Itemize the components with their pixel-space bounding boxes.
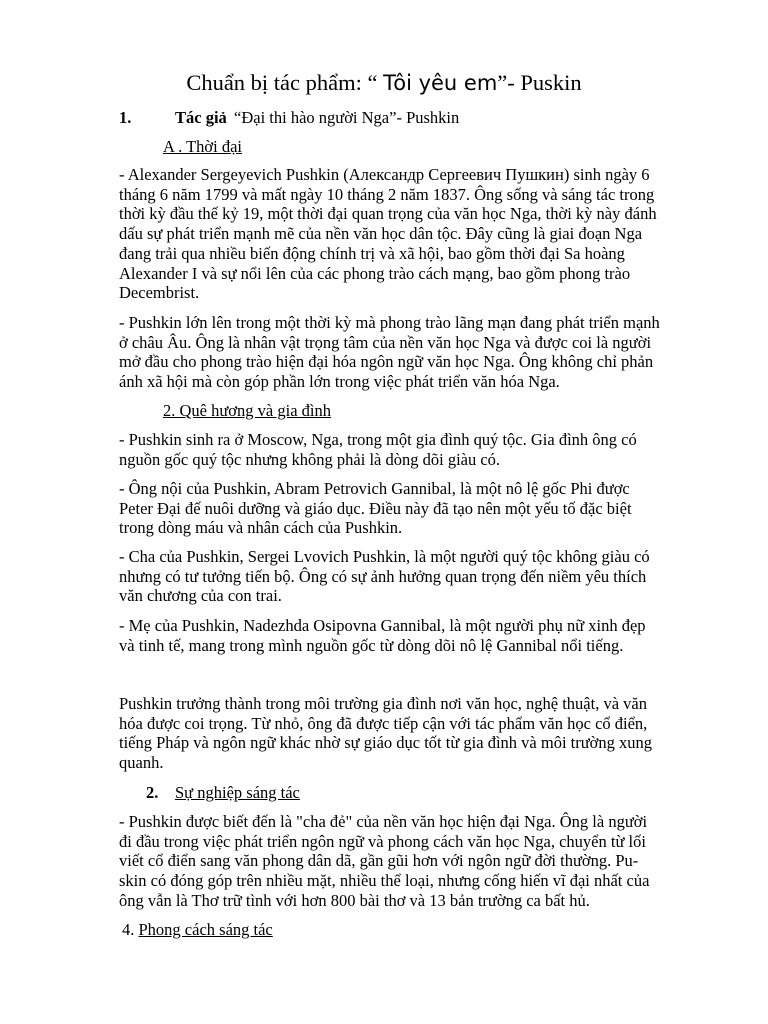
paragraph-line: đi đầu trong việc phát triển ngôn ngữ và phong cách văn học Nga, chuyển từ lối bbox=[119, 831, 646, 851]
section-1-heading bbox=[119, 108, 460, 128]
paragraph-line: trong dòng máu và nhân cách của Pushkin. bbox=[119, 518, 403, 538]
title-suffix: ”- Puskin bbox=[497, 70, 582, 95]
paragraph-line: - Pushkin sinh ra ở Moscow, Nga, trong một gia đình quý tộc. Gia đình ông có bbox=[119, 430, 637, 449]
paragraph-line: tiếng Pháp và ngôn ngữ khác nhờ sự giáo dục tốt từ gia đình và môi trường xung bbox=[119, 733, 653, 753]
paragraph-line: nhưng có tư tưởng tiến bộ. Ông có sự ảnh hưởng quan trọng đến niềm yêu thích bbox=[119, 566, 647, 586]
paragraph-line: Decembrist. bbox=[119, 283, 200, 303]
paragraph-line: Peter Đại đế nuôi dưỡng và giáo dục. Điều này đã tạo nên một yếu tố đặc biệt bbox=[119, 498, 632, 518]
document-title bbox=[0, 66, 768, 100]
section-4-heading bbox=[122, 920, 273, 940]
paragraph-line: - Pushkin lớn lên trong một thời kỳ mà phong trào lãng mạn đang phát triển mạnh bbox=[119, 313, 660, 332]
paragraph-line: thời kỳ đầu thế kỷ 19, một thời đại quan trọng của văn học Nga, thời kỳ này đánh bbox=[119, 204, 657, 224]
paragraph-line: viết cổ điển sang văn phong dân dã, gần gũi hơn với ngôn ngữ đời thường. Pu- bbox=[119, 851, 639, 871]
paragraph-1 bbox=[119, 165, 719, 303]
section-2-text: Sự nghiệp sáng tác bbox=[175, 783, 300, 802]
subsection-2-heading: 2. Quê hương và gia đình bbox=[163, 401, 331, 420]
paragraph-line: tháng 6 năm 1799 và mất ngày 10 tháng 2 năm 1837. Ông sống và sáng tác trong bbox=[119, 184, 655, 204]
section-1-label: Tác giả bbox=[175, 108, 227, 127]
paragraph-3 bbox=[119, 430, 719, 469]
paragraph-line: dấu sự phát triển mạnh mẽ của nền văn học dân tộc. Đây cũng là giai đoạn Nga bbox=[119, 224, 643, 244]
paragraph-7 bbox=[119, 694, 719, 773]
paragraph-line: - Ông nội của Pushkin, Abram Petrovich Gannibal, là một nô lệ gốc Phi được bbox=[119, 479, 630, 498]
paragraph-line: - Alexander Sergeyevich Pushkin (Александр Сергеевич Пушкин) sinh ngày 6 bbox=[119, 165, 650, 184]
paragraph-5 bbox=[119, 547, 719, 606]
title-work-name: Tôi yêu em bbox=[383, 71, 498, 95]
paragraph-line: ở châu Âu. Ông là nhân vật trọng tâm của nền văn học Nga và được coi là người bbox=[119, 332, 652, 352]
paragraph-line: - Mẹ của Pushkin, Nadezhda Osipovna Gannibal, là một người phụ nữ xinh đẹp bbox=[119, 616, 646, 635]
section-4-text: Phong cách sáng tác bbox=[138, 920, 273, 939]
paragraph-line: và tinh tế, mang trong mình nguồn gốc từ dòng dõi nô lệ Gannibal nổi tiếng. bbox=[119, 635, 624, 655]
paragraph-8 bbox=[119, 812, 719, 911]
section-2-heading bbox=[146, 783, 300, 803]
title-prefix: Chuẩn bị tác phẩm: “ bbox=[186, 70, 384, 95]
section-1-number: 1. bbox=[119, 108, 132, 127]
subsection-a-heading: A . Thời đại bbox=[163, 137, 243, 156]
paragraph-line: ánh xã hội mà còn góp phần lớn trong việc phát triển văn hóa Nga. bbox=[119, 372, 560, 392]
paragraph-6 bbox=[119, 616, 719, 655]
paragraph-line: ông vẫn là Thơ trữ tình với hơn 800 bài thơ và 13 bản trường ca bất hủ. bbox=[119, 890, 590, 910]
paragraph-line: hóa được coi trọng. Từ nhỏ, ông đã được tiếp cận với tác phẩm văn học cổ điển, bbox=[119, 713, 648, 733]
section-1-text: “Đại thi hào người Nga”- Pushkin bbox=[234, 108, 460, 127]
paragraph-line: Alexander I và sự nổi lên của các phong trào cách mạng, bao gồm phong trào bbox=[119, 263, 631, 283]
paragraph-line: văn chương của con trai. bbox=[119, 586, 282, 606]
paragraph-line: nguồn gốc quý tộc nhưng không phải là dòng dõi giàu có. bbox=[119, 449, 501, 469]
paragraph-4 bbox=[119, 479, 719, 538]
paragraph-line: - Pushkin được biết đến là "cha đẻ" của nền văn học hiện đại Nga. Ông là người bbox=[119, 812, 648, 831]
section-4-number: 4. bbox=[122, 920, 135, 939]
paragraph-2 bbox=[119, 313, 719, 392]
paragraph-line: Pushkin trưởng thành trong môi trường gia đình nơi văn học, nghệ thuật, và văn bbox=[119, 694, 647, 713]
paragraph-line: đang trải qua nhiều biến động chính trị và xã hội, bao gồm thời đại Sa hoàng bbox=[119, 243, 625, 263]
paragraph-line: skin có đóng góp trên nhiều mặt, nhiều thể loại, nhưng cống hiến vĩ đại nhất của bbox=[119, 871, 650, 891]
paragraph-line: - Cha của Pushkin, Sergei Lvovich Pushkin, là một người quý tộc không giàu có bbox=[119, 547, 650, 566]
section-2-number: 2. bbox=[146, 783, 159, 802]
paragraph-line: quanh. bbox=[119, 753, 164, 773]
paragraph-line: mở đầu cho phong trào hiện đại hóa ngôn ngữ văn học Nga. Ông không chỉ phản bbox=[119, 352, 654, 372]
